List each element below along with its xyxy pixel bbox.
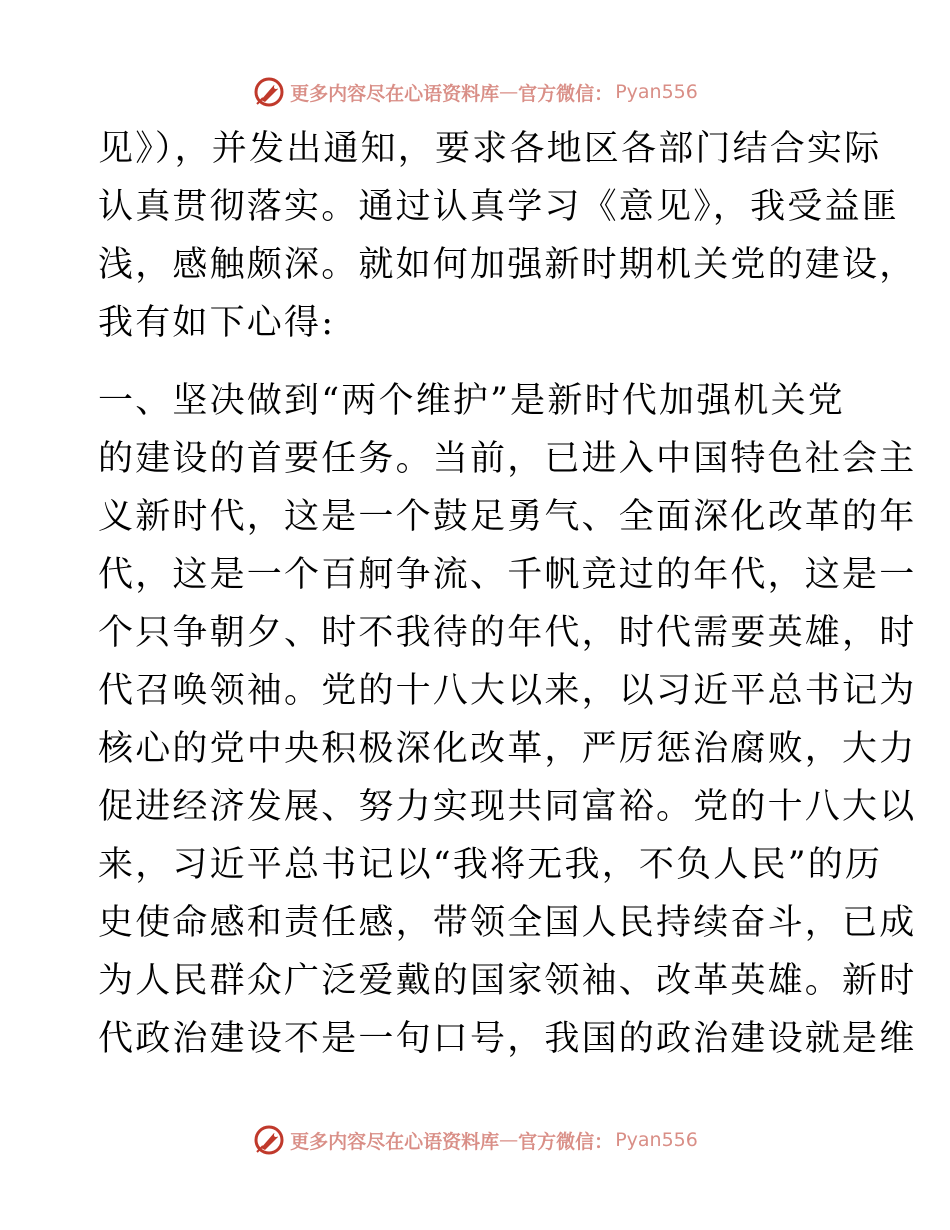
watermark-id: Pyan556	[615, 1129, 698, 1151]
document-body	[98, 120, 917, 1068]
paragraph-1	[98, 120, 917, 352]
paragraph-2	[98, 372, 917, 1068]
watermark-text: 更多内容尽在心语资料库	[290, 82, 500, 105]
text-line: 代政治建设不是一句口号，我国的政治建设就是维	[98, 1019, 917, 1059]
text-line: 为人民群众广泛爱戴的国家领袖、改革英雄。新时	[98, 961, 917, 1001]
text-line: 见》），并发出通知，要求各地区各部门结合实际	[98, 129, 882, 169]
text-line: 代召唤领袖。党的十八大以来，以习近平总书记为	[98, 671, 917, 711]
text-line: 史使命感和责任感，带领全国人民持续奋斗，已成	[98, 903, 917, 943]
watermark-dash: —	[499, 81, 519, 103]
text-line: 促进经济发展、努力实现共同富裕。党的十八大以	[98, 787, 917, 827]
watermark-id: Pyan556	[615, 81, 698, 103]
text-line: 认真贯彻落实。通过认真学习《意见》，我受益匪	[98, 187, 899, 227]
text-line: 核心的党中央积极深化改革，严厉惩治腐败，大力	[98, 729, 917, 769]
watermark-dash: —	[499, 1129, 519, 1151]
header-watermark	[0, 72, 950, 112]
watermark-label: 官方微信：	[518, 1130, 614, 1153]
text-line: 个只争朝夕、时不我待的年代，时代需要英雄，时	[98, 613, 917, 653]
text-line: 来，习近平总书记以“我将无我，不负人民”的历	[98, 845, 883, 885]
text-line: 的建设的首要任务。当前，已进入中国特色社会主	[98, 439, 917, 479]
text-line: 我有如下心得:	[98, 303, 336, 343]
watermark-label: 官方微信：	[518, 82, 614, 105]
text-line: 义新时代，这是一个鼓足勇气、全面深化改革的年	[98, 497, 917, 537]
text-line: 浅，感触颇深。就如何加强新时期机关党的建设，	[98, 245, 917, 285]
pen-nib-circle-icon	[252, 75, 286, 109]
text-line: 代，这是一个百舸争流、千帆竞过的年代，这是一	[98, 555, 917, 595]
pen-nib-circle-icon	[252, 1123, 286, 1157]
text-line: 一、坚决做到“两个维护”是新时代加强机关党	[98, 381, 845, 421]
footer-watermark	[0, 1120, 950, 1160]
watermark-text: 更多内容尽在心语资料库	[290, 1130, 500, 1153]
